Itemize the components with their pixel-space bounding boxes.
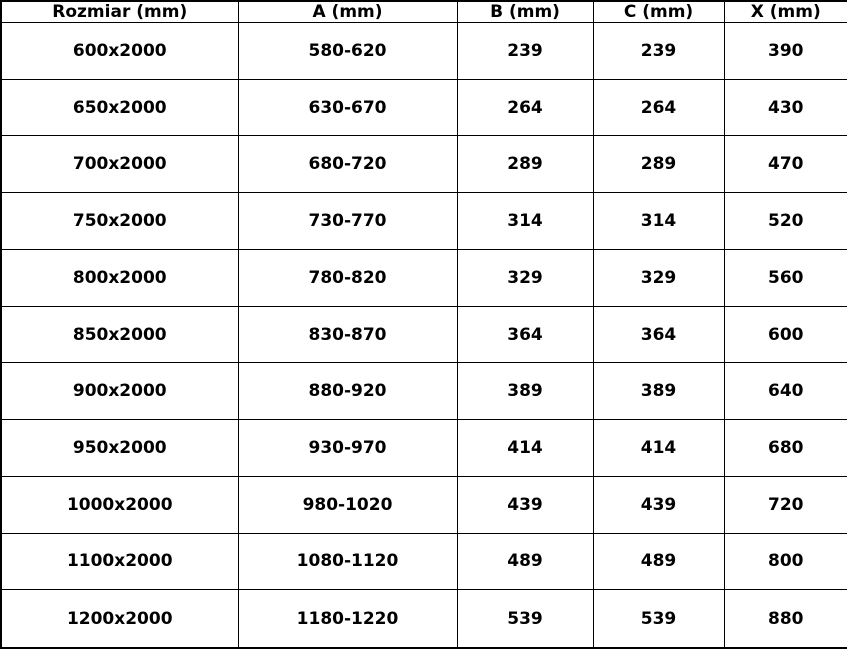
cell-a: 730-770	[238, 193, 457, 250]
table-row	[1, 249, 847, 306]
cell-size: 850x2000	[1, 306, 238, 363]
table-row	[1, 420, 847, 477]
cell-size: 950x2000	[1, 420, 238, 477]
cell-c: 239	[593, 23, 724, 80]
table-row	[1, 193, 847, 250]
cell-a: 880-920	[238, 363, 457, 420]
cell-size: 600x2000	[1, 23, 238, 80]
column-header-c: C (mm)	[593, 1, 724, 23]
cell-size: 650x2000	[1, 79, 238, 136]
cell-a: 680-720	[238, 136, 457, 193]
cell-size: 1100x2000	[1, 533, 238, 590]
cell-a: 780-820	[238, 249, 457, 306]
table-row	[1, 363, 847, 420]
cell-c: 414	[593, 420, 724, 477]
column-header-x: X (mm)	[724, 1, 847, 23]
cell-a: 1080-1120	[238, 533, 457, 590]
cell-a: 830-870	[238, 306, 457, 363]
cell-b: 329	[457, 249, 593, 306]
cell-b: 314	[457, 193, 593, 250]
cell-c: 539	[593, 590, 724, 648]
cell-c: 329	[593, 249, 724, 306]
cell-size: 750x2000	[1, 193, 238, 250]
cell-b: 364	[457, 306, 593, 363]
cell-x: 470	[724, 136, 847, 193]
cell-b: 264	[457, 79, 593, 136]
cell-x: 430	[724, 79, 847, 136]
cell-b: 239	[457, 23, 593, 80]
table-row	[1, 590, 847, 648]
table-row	[1, 136, 847, 193]
cell-x: 800	[724, 533, 847, 590]
cell-c: 264	[593, 79, 724, 136]
cell-c: 314	[593, 193, 724, 250]
cell-a: 980-1020	[238, 476, 457, 533]
cell-b: 389	[457, 363, 593, 420]
cell-b: 414	[457, 420, 593, 477]
cell-c: 489	[593, 533, 724, 590]
cell-c: 364	[593, 306, 724, 363]
cell-b: 439	[457, 476, 593, 533]
cell-b: 539	[457, 590, 593, 648]
cell-x: 560	[724, 249, 847, 306]
column-header-a: A (mm)	[238, 1, 457, 23]
table-row	[1, 79, 847, 136]
table-row	[1, 476, 847, 533]
cell-size: 1000x2000	[1, 476, 238, 533]
cell-x: 520	[724, 193, 847, 250]
cell-a: 1180-1220	[238, 590, 457, 648]
table-row	[1, 306, 847, 363]
cell-c: 439	[593, 476, 724, 533]
cell-x: 680	[724, 420, 847, 477]
cell-size: 900x2000	[1, 363, 238, 420]
cell-a: 930-970	[238, 420, 457, 477]
cell-size: 800x2000	[1, 249, 238, 306]
cell-b: 289	[457, 136, 593, 193]
cell-x: 390	[724, 23, 847, 80]
table-row	[1, 23, 847, 80]
cell-a: 630-670	[238, 79, 457, 136]
cell-x: 640	[724, 363, 847, 420]
cell-x: 720	[724, 476, 847, 533]
column-header-size: Rozmiar (mm)	[1, 1, 238, 23]
table-body	[1, 23, 847, 649]
cell-x: 600	[724, 306, 847, 363]
cell-a: 580-620	[238, 23, 457, 80]
cell-size: 700x2000	[1, 136, 238, 193]
cell-b: 489	[457, 533, 593, 590]
cell-c: 289	[593, 136, 724, 193]
table-row	[1, 533, 847, 590]
cell-size: 1200x2000	[1, 590, 238, 648]
cell-c: 389	[593, 363, 724, 420]
table-header-row	[1, 1, 847, 23]
column-header-b: B (mm)	[457, 1, 593, 23]
cell-x: 880	[724, 590, 847, 648]
